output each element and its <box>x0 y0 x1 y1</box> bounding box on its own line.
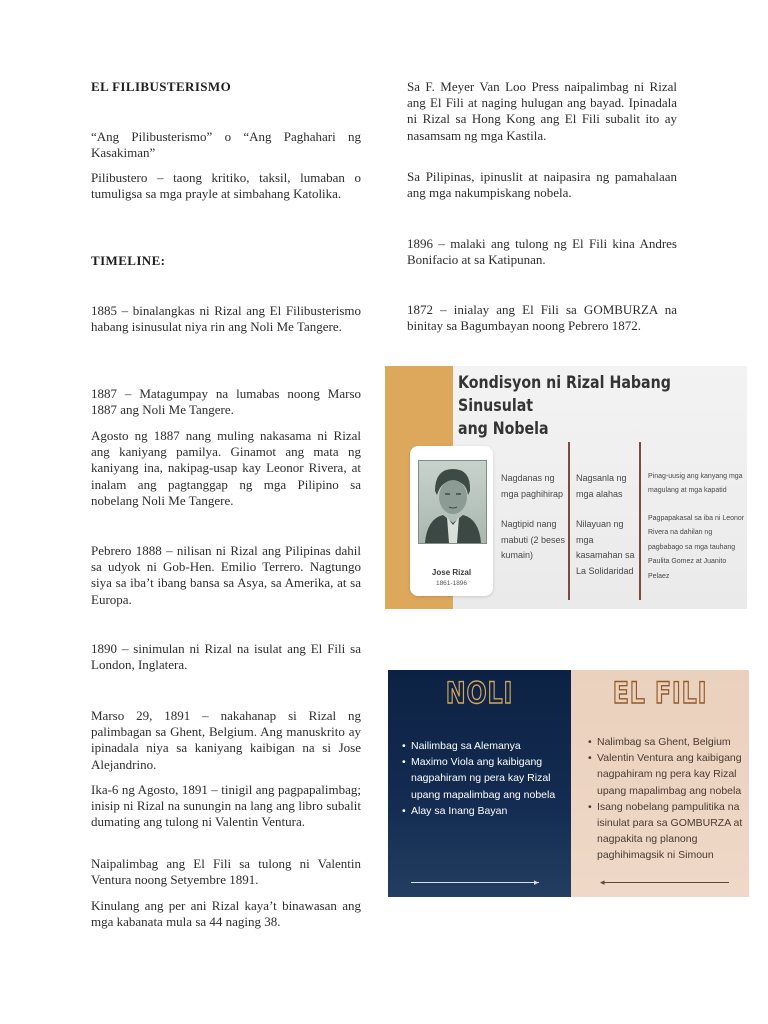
timeline-entry: Agosto ng 1887 nang muling nakasama ni Rizal ang kaniyang pamilya. Ginamot ang mata ng kaniyang ina, nakipag-usap kay Leonor Rivera, at inalam ang pagtanggap ng mga Pilipino sa nobelang Noli Me Tangere. <box>91 428 361 508</box>
timeline-entry: 1885 – binalangkas ni Rizal ang El Filibusterismo habang isinusulat niya rin ang Noli Me Tangere. <box>91 303 361 335</box>
condition-item: Nagtipid nang mabuti (2 beses kumain) <box>501 519 566 560</box>
timeline-entry: 1896 – malaki ang tulong ng El Fili kina Andres Bonifacio at sa Katipunan. <box>407 236 677 268</box>
condition-item: Pagpapakasal sa iba ni Leonor Rivera na dahilan ng pagbabago sa mga tauhang Paulita Gomez at Juanito Pelaez <box>648 515 745 580</box>
arrow-right-icon <box>411 882 539 883</box>
condition-item: Pinag-uusig ang kanyang mga magulang at mga kapatid <box>648 473 743 495</box>
rizal-portrait <box>418 460 487 544</box>
subtitle: “Ang Pilibusterismo” o “Ang Paghahari ng Kasakiman” <box>91 129 361 161</box>
arrow-right-head-icon: ▸ <box>534 877 539 887</box>
portrait-name: Jose Rizal <box>431 568 472 577</box>
timeline-entry: Kinulang ang per ani Rizal kaya’t binawasan ang mga kabanata mula sa 44 naging 38. <box>91 898 361 930</box>
list-item: • Nalimbag sa Ghent, Belgium <box>597 734 749 750</box>
timeline-entry: Pebrero 1888 – nilisan ni Rizal ang Pilipinas dahil sa udyok ni Gob-Hen. Emilio Terrero. Nagtungo siya sa iba’t ibang bansa sa Asya, sa Amerika, at sa Europa. <box>91 543 361 607</box>
condition-item: Nagsanla ng mga alahas <box>576 473 627 499</box>
timeline-entry: Naipalimbag ang El Fili sa tulong ni Valentin Ventura noong Setyembre 1891. <box>91 856 361 888</box>
portrait-card <box>410 446 493 596</box>
conditions-infographic <box>385 366 747 609</box>
column-divider <box>568 442 570 600</box>
list-item: • Alay sa Inang Bayan <box>411 803 576 819</box>
list-item: • Valentin Ventura ang kaibigang nagpahiram ng pera kay Rizal upang mapalimbag ang nobela <box>597 750 749 799</box>
timeline-entry: Marso 29, 1891 – nakahanap si Rizal ng palimbagan sa Ghent, Belgium. Ang manuskrito ay ipinadala niya sa kaniyang kaibigan na si Jose Alejandrino. <box>91 708 361 772</box>
timeline-entry: Ika-6 ng Agosto, 1891 – tinigil ang pagpapalimbag; inisip ni Rizal na sunungin na lang ang libro subalit dumating ang tulong ni Valentin Ventura. <box>91 782 361 830</box>
list-item: • Nailimbag sa Alemanya <box>411 738 576 754</box>
document-title: EL FILIBUSTERISMO <box>91 79 232 94</box>
timeline-entry: 1887 – Matagumpay na lumabas noong Marso 1887 ang Noli Me Tangere. <box>91 386 361 418</box>
condition-item: Nagdanas ng mga paghihirap <box>501 473 564 499</box>
definition: Pilibustero – taong kritiko, taksil, lumaban o tumuligsa sa mga prayle at simbahang Katolika. <box>91 170 361 202</box>
timeline-entry: 1872 – inialay ang El Fili sa GOMBURZA na binitay sa Bagumbayan noong Pebrero 1872. <box>407 302 677 334</box>
infographic-title: Kondisyon ni Rizal Habang Sinusulat ang Nobela <box>458 373 671 438</box>
condition-item: Nilayuan ng mga kasamahan sa La Solidaridad <box>576 519 635 576</box>
timeline-entry: Sa F. Meyer Van Loo Press naipalimbag ni Rizal ang El Fili at naging hulugan ang bayad. Ipinadala ni Rizal sa Hong Kong ang El Fili subalit ito ay nasamsam ng mga Kastila. <box>407 79 677 143</box>
arrow-left-icon <box>602 882 729 883</box>
portrait-years: 1861-1896 <box>435 580 468 587</box>
timeline-entry: 1890 – sinimulan ni Rizal na isulat ang El Fili sa London, Inglatera. <box>91 641 361 673</box>
timeline-heading: TIMELINE: <box>91 253 166 268</box>
arrow-left-head-icon: ◂ <box>600 877 605 887</box>
fili-title: EL FILI <box>612 676 708 710</box>
noli-title: NOLI <box>445 676 514 710</box>
list-item: • Maximo Viola ang kaibigang nagpahiram ng pera kay Rizal upang mapalimbag ang nobela <box>411 754 576 803</box>
fili-list <box>586 734 749 864</box>
timeline-entry: Sa Pilipinas, ipinuslit at naipasira ng pamahalaan ang mga nakumpiskang nobela. <box>407 169 677 201</box>
noli-vs-fili-infographic <box>388 670 749 897</box>
list-item: • Isang nobelang pampulitika na isinulat para sa GOMBURZA at nagpakita ng planong paghihimagsik ni Simoun <box>597 799 749 864</box>
noli-list <box>400 738 576 819</box>
